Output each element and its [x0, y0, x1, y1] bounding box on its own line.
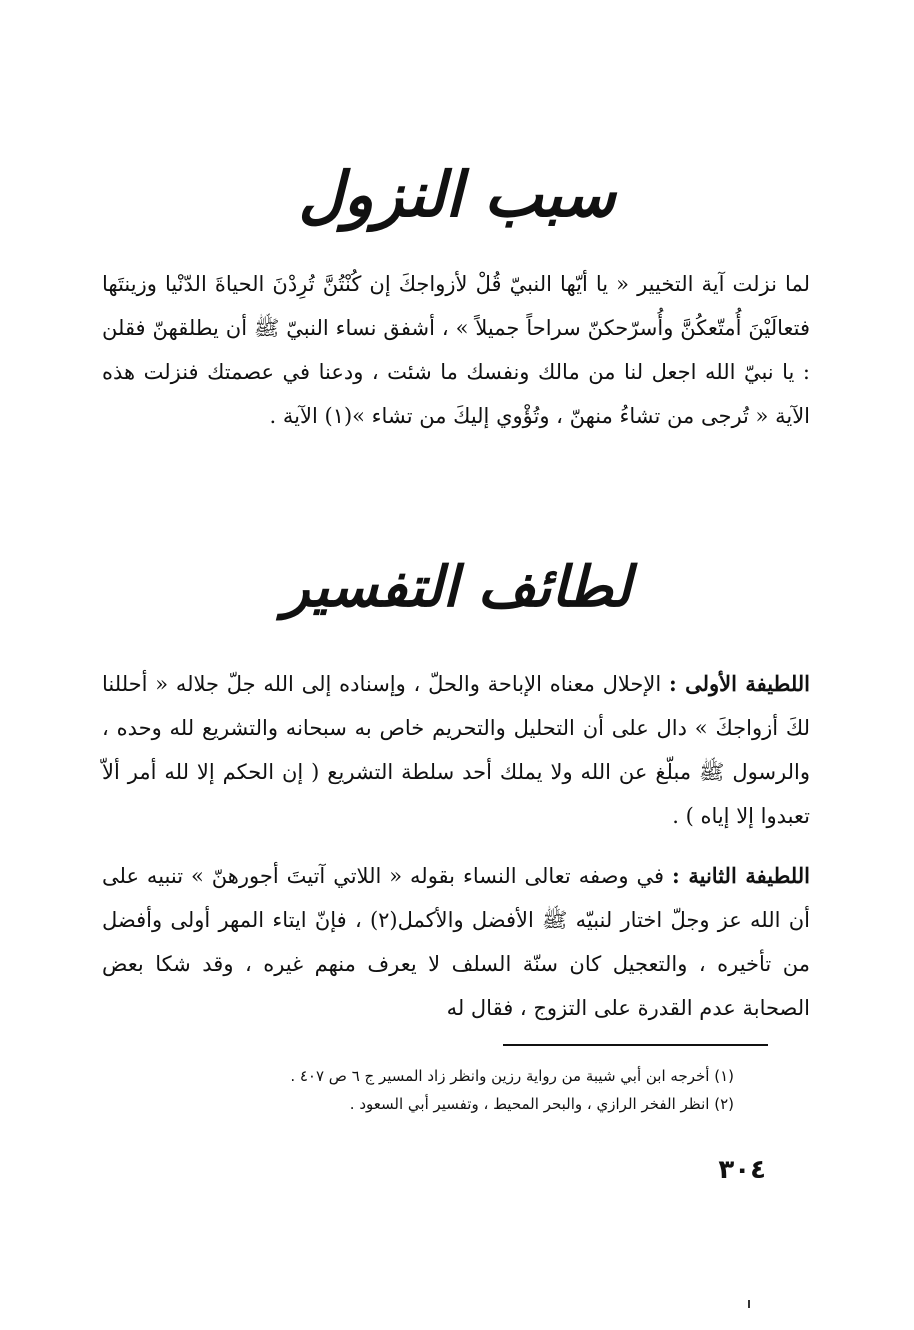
footnote-1: (١) أخرجه ابن أبي شيبة من رواية رزين وانظر زاد المسير ج ٦ ص ٤٠٧ . — [290, 1067, 734, 1085]
subtlety-second-text: في وصفه تعالى النساء بقوله « اللاتي آتيتَ أجورهنّ » تنبيه على أن الله عز وجلّ اختار لنبيّه ﷺ الأفضل والأكمل(٢) ، فإنّ ايتاء المهر أولى وأفضل من تأخيره ، والتعجيل كان سنّة السلف لا يعرف منهم غيره ، وقد شكا بعض الصحابة عدم القدرة على التزوج ، فقال له — [102, 864, 810, 1020]
footnote-2: (٢) انظر الفخر الرازي ، والبحر المحيط ، وتفسير أبي السعود . — [349, 1095, 734, 1113]
footnote-divider — [503, 1044, 768, 1046]
scan-speck — [748, 1300, 750, 1308]
page-number: ٣٠٤ — [718, 1155, 766, 1185]
cause-paragraph-text: لما نزلت آية التخيير « يا أيّها النبيّ قُلْ لأزواجكَ إن كُنْتُنَّ تُرِدْنَ الحياةَ الدّنْيا وزينتَها فتعالَيْنَ أُمتّعكُنَّ وأُسرّحكنّ سراحاً جميلاً » ، أشفق نساء النبيّ ﷺ أن يطلقهنّ فقلن : يا نبيّ الله اجعل لنا من مالك ونفسك ما شئت ، ودعنا في عصمتك فنزلت هذه الآية « تُرجى من تشاءُ منهنّ ، وتُؤْوي إليكَ من تشاء »(١) الآية . — [102, 272, 810, 428]
subtlety-first — [102, 662, 810, 838]
subtlety-second-label: اللطيفة الثانية : — [672, 863, 810, 888]
heading-cause-of-revelation: سبب النزول — [298, 158, 616, 231]
cause-paragraph — [102, 262, 810, 438]
heading-tafsir-subtleties: لطائف التفسير — [282, 555, 632, 620]
subtlety-first-label: اللطيفة الأولى : — [668, 671, 811, 696]
subtlety-first-text: الإحلال معناه الإباحة والحلّ ، وإسناده إلى الله جلّ جلاله « أحللنا لكَ أزواجكَ » دال على أن التحليل والتحريم خاص به سبحانه والتشريع لله وحده ، والرسول ﷺ مبلّغ عن الله ولا يملك أحد سلطة التشريع ( إن الحكم إلا لله أمر ألاّ تعبدوا إلا إياه ) . — [102, 672, 810, 828]
subtlety-second — [102, 854, 810, 1030]
footnotes — [114, 1062, 734, 1118]
